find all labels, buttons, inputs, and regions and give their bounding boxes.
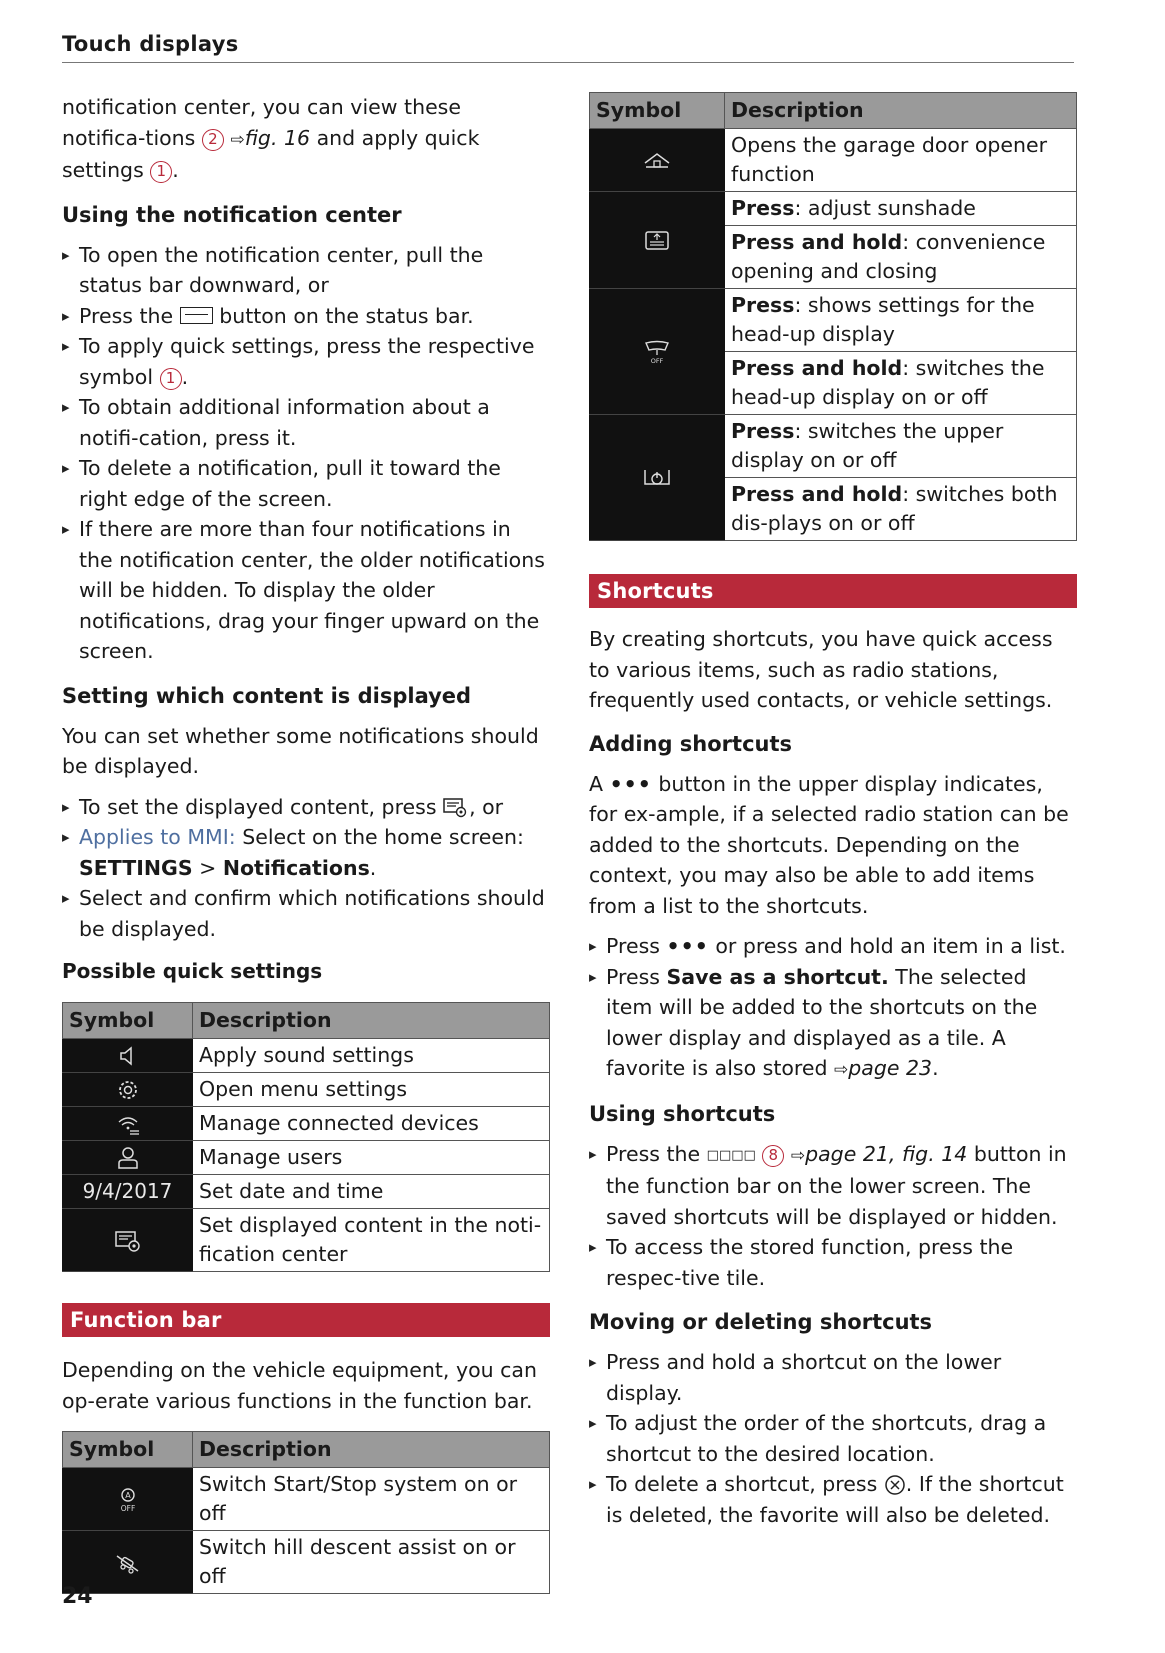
table-row xyxy=(63,1039,550,1073)
table-row xyxy=(63,1531,550,1594)
date-symbol: 9/4/2017 xyxy=(63,1175,193,1209)
list-item: ▸ Press Save as a shortcut. The selected item will be added to the shortcuts on the lower display and displayed as a tile. A favorite is also stored ⇨page 23. xyxy=(589,962,1077,1086)
table-cell: Opens the garage door opener function xyxy=(725,129,1077,192)
display-power-icon xyxy=(642,467,672,489)
more-options-icon: ••• xyxy=(666,934,709,958)
list-item: ▸ To apply quick settings, press the respective symbol 1 . xyxy=(62,331,550,392)
list-item: ▸ Press the □□□□ 8 ⇨page 21, fig. 14 button in the function bar on the lower screen. The saved shortcuts will be displayed or hidden. xyxy=(589,1139,1077,1233)
list-item: ▸ To delete a shortcut, press . If the shortcut is deleted, the favorite will also be deleted. xyxy=(589,1469,1077,1530)
page-number: 24 xyxy=(62,1584,93,1609)
heading-adding-shortcuts: Adding shortcuts xyxy=(589,731,793,756)
column-header-symbol: Symbol xyxy=(590,93,725,129)
table-cell: Press and hold: convenience opening and closing xyxy=(725,226,1077,289)
list-item: ▸ Select and confirm which notifications should be displayed. xyxy=(62,883,550,944)
heading-moving-deleting-shortcuts: Moving or deleting shortcuts xyxy=(589,1310,933,1334)
shortcuts-button-icon: □□□□ xyxy=(706,1147,756,1163)
table-row xyxy=(63,1141,550,1175)
intro-paragraph: notification center, you can view these notifica-tions 2 ⇨fig. 16 and apply quick settings 1 . xyxy=(62,95,480,182)
table-cell: Set displayed content in the noti-fication center xyxy=(193,1209,550,1272)
table-cell: Press and hold: switches the head-up display on or off xyxy=(725,352,1077,415)
column-header-symbol: Symbol xyxy=(63,1432,193,1468)
notification-settings-icon xyxy=(443,797,469,819)
function-bar-paragraph: Depending on the vehicle equipment, you can op-erate various functions in the function bar. xyxy=(62,1358,537,1413)
list-item: ▸ To set the displayed content, press , or xyxy=(62,792,550,823)
arrow-icon: ⇨ xyxy=(790,1145,806,1166)
more-options-icon: ••• xyxy=(609,771,652,796)
status-bar-button-icon xyxy=(180,307,213,324)
shortcuts-paragraph: By creating shortcuts, you have quick access to various items, such as radio stations, frequently used contacts, or vehicle settings. xyxy=(589,627,1053,712)
left-column xyxy=(62,92,550,1594)
list-item: ▸ To open the notification center, pull the status bar downward, or xyxy=(62,240,550,301)
list-item: ▸ Press and hold a shortcut on the lower display. xyxy=(589,1347,1077,1408)
speaker-icon xyxy=(117,1045,139,1067)
quick-settings-table xyxy=(62,1002,550,1272)
table-cell: Press and hold: switches both dis-plays on or off xyxy=(725,478,1077,541)
table-cell: Press: switches the upper display on or off xyxy=(725,415,1077,478)
hill-descent-icon xyxy=(114,1552,142,1574)
menu-path-settings: SETTINGS xyxy=(79,855,193,880)
table-header-row xyxy=(590,93,1077,129)
svg-text:OFF: OFF xyxy=(650,357,664,365)
svg-text:OFF: OFF xyxy=(120,1503,135,1513)
page-reference[interactable]: page 21, fig. 14 xyxy=(805,1141,968,1166)
list-item: ▸ If there are more than four notifications in the notification center, the older notifications will be hidden. To display the older notifications, drag your finger upward on the screen. xyxy=(62,514,550,667)
gear-icon xyxy=(116,1078,140,1102)
table-row xyxy=(63,1107,550,1141)
heading-setting-content: Setting which content is displayed xyxy=(62,683,472,708)
table-cell: Apply sound settings xyxy=(193,1039,550,1073)
user-icon xyxy=(117,1146,139,1170)
page-header-title: Touch displays xyxy=(62,32,239,56)
table-cell: Press: shows settings for the head-up display xyxy=(725,289,1077,352)
page-reference[interactable]: page 23 xyxy=(848,1056,933,1080)
column-header-description: Description xyxy=(725,93,1077,129)
function-bar-table xyxy=(62,1431,550,1594)
adding-shortcuts-list xyxy=(589,931,1077,1086)
setting-content-paragraph: You can set whether some notifications should be displayed. xyxy=(62,723,539,778)
list-item: ▸ To adjust the order of the shortcuts, drag a shortcut to the desired location. xyxy=(589,1408,1077,1469)
table-cell: Press: adjust sunshade xyxy=(725,192,1077,226)
heading-possible-quick-settings: Possible quick settings xyxy=(62,959,323,983)
list-item: ▸ Press ••• or press and hold an item in a list. xyxy=(589,931,1077,962)
column-header-symbol: Symbol xyxy=(63,1003,193,1039)
callout-1: 1 xyxy=(160,368,182,390)
column-header-description: Description xyxy=(193,1003,550,1039)
table-cell: Set date and time xyxy=(193,1175,550,1209)
table-cell: Manage connected devices xyxy=(193,1107,550,1141)
table-row xyxy=(590,192,1077,226)
save-as-shortcut-label: Save as a shortcut. xyxy=(666,964,889,989)
intro-text: notification center, you can view these notifica-tions xyxy=(62,95,461,150)
figure-reference[interactable]: fig. 16 xyxy=(244,125,311,150)
svg-text:A: A xyxy=(124,1490,131,1500)
table-row xyxy=(590,289,1077,352)
list-item: ▸ Applies to MMI: Select on the home screen: SETTINGS > Notifications. xyxy=(62,822,550,883)
table-row xyxy=(63,1209,550,1272)
table-row xyxy=(63,1175,550,1209)
heading-using-notification-center: Using the notification center xyxy=(62,202,402,227)
sunshade-icon xyxy=(644,230,670,252)
menu-path-notifications: Notifications xyxy=(222,855,370,880)
section-bar-function-bar: Function bar xyxy=(62,1303,550,1337)
table-cell: Open menu settings xyxy=(193,1073,550,1107)
table-row xyxy=(590,129,1077,192)
callout-1: 1 xyxy=(150,161,172,183)
table-header-row xyxy=(63,1432,550,1468)
arrow-icon: ⇨ xyxy=(230,129,245,150)
list-item: ▸ Press the button on the status bar. xyxy=(62,301,550,332)
start-stop-off-icon xyxy=(114,1486,142,1514)
setting-content-list xyxy=(62,792,550,945)
page-header xyxy=(62,30,1074,63)
adding-shortcuts-paragraph: A ••• button in the upper display indicates, for ex-ample, if a selected radio station can be added to the shortcuts. Depending on the context, you may also be able to add items from a list to the shortcuts. xyxy=(589,771,1069,918)
column-header-description: Description xyxy=(193,1432,550,1468)
table-cell: Manage users xyxy=(193,1141,550,1175)
using-notification-center-list xyxy=(62,240,550,667)
intro-text-2: and apply quick settings xyxy=(62,125,480,182)
section-bar-shortcuts: Shortcuts xyxy=(589,574,1077,608)
table-row xyxy=(590,415,1077,478)
moving-shortcuts-list xyxy=(589,1347,1077,1530)
table-row xyxy=(63,1468,550,1531)
table-header-row xyxy=(63,1003,550,1039)
table-row xyxy=(63,1073,550,1107)
callout-8: 8 xyxy=(762,1145,784,1167)
right-column xyxy=(589,92,1077,1530)
callout-2: 2 xyxy=(202,129,224,151)
list-item: ▸ To obtain additional information about a notifi-cation, press it. xyxy=(62,392,550,453)
delete-icon xyxy=(884,1474,906,1496)
connected-devices-icon xyxy=(115,1113,141,1135)
heading-using-shortcuts: Using shortcuts xyxy=(589,1101,776,1126)
table-cell: Switch Start/Stop system on or off xyxy=(193,1468,550,1531)
using-shortcuts-list xyxy=(589,1139,1077,1294)
list-item: ▸ To delete a notification, pull it toward the right edge of the screen. xyxy=(62,453,550,514)
arrow-icon: ⇨ xyxy=(834,1060,849,1080)
table-cell: Switch hill descent assist on or off xyxy=(193,1531,550,1594)
function-symbols-table xyxy=(589,92,1077,541)
head-up-display-icon xyxy=(643,339,671,365)
garage-door-icon xyxy=(642,151,672,171)
list-item: ▸ To access the stored function, press the respec-tive tile. xyxy=(589,1232,1077,1293)
notification-settings-icon xyxy=(114,1229,142,1253)
